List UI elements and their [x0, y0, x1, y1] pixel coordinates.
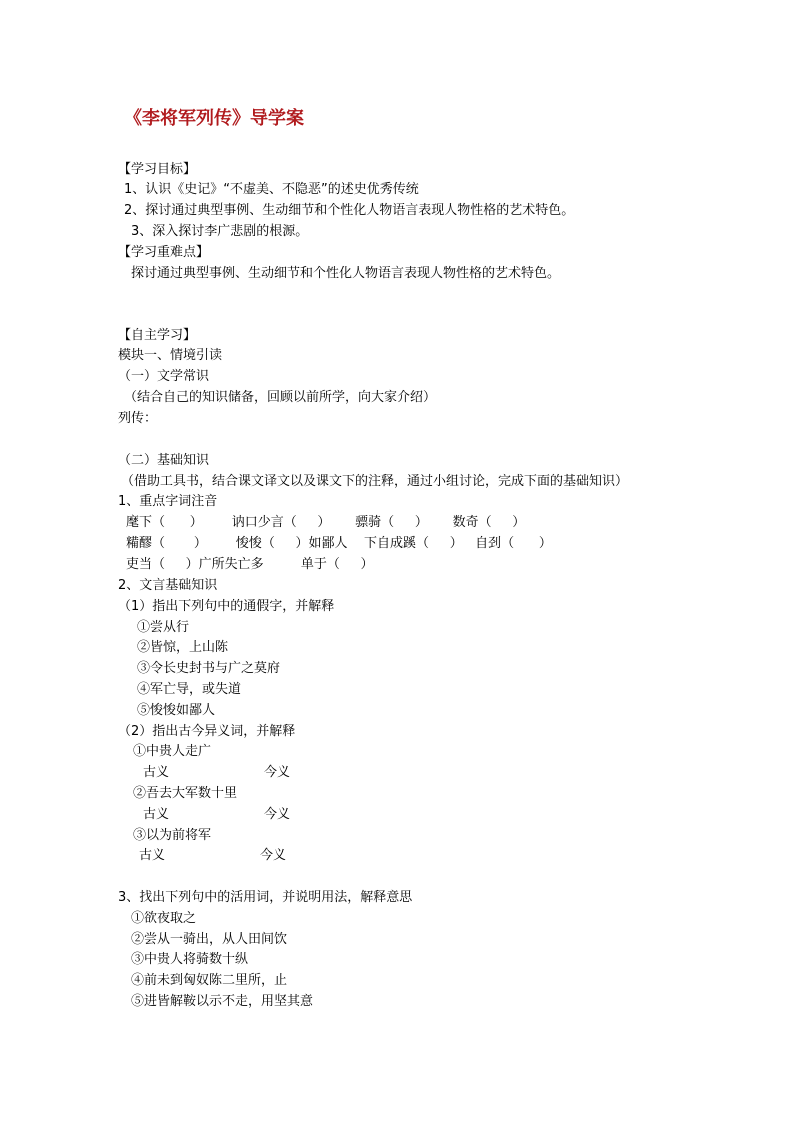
module-heading: 模块一、情境引读 — [118, 348, 223, 363]
meaning-labels: 古义 今义 — [143, 807, 291, 822]
pronunciation-row-1: 麾下（ ） 讷口少言（ ） 骠骑（ ） 数奇（ ） — [126, 515, 526, 530]
question-heading-gujin-yiyi: （2）指出古今异义词，并解释 — [118, 724, 296, 739]
question-sentence: ①尝从行 — [137, 620, 190, 635]
exercise-heading-pronunciation: 1、重点字词注音 — [118, 494, 218, 509]
question-sentence: ①中贵人走广 — [133, 744, 212, 759]
question-sentence: ③以为前将军 — [133, 828, 212, 843]
instruction-text: （结合自己的知识储备，回顾以前所学，向大家介绍） — [124, 390, 437, 405]
question-sentence: ②皆惊，上山陈 — [137, 640, 229, 655]
objective-item-2: 2、探讨通过典型事例、生动细节和个性化人物语言表现人物性格的艺术特色。 — [124, 203, 575, 218]
objective-item-3: 3、深入探讨李广悲剧的根源。 — [131, 224, 309, 239]
question-sentence: ③令长史封书与广之莫府 — [137, 661, 281, 676]
meaning-labels: 古义 今义 — [139, 848, 287, 863]
question-sentence: ④军亡导，或失道 — [137, 682, 242, 697]
exercise-heading-classical-chinese: 2、文言基础知识 — [118, 578, 218, 593]
question-sentence: ①欲夜取之 — [131, 911, 197, 926]
subsection-literary-knowledge: （一）文学常识 — [118, 369, 210, 384]
exercise-heading-word-usage: 3、找出下列句中的活用词，并说明用法，解释意思 — [118, 890, 413, 905]
instruction-text: （借助工具书，结合课文译文以及课文下的注释，通过小组讨论，完成下面的基础知识） — [121, 474, 629, 489]
objective-item-1: 1、认识《史记》“不虚美、不隐恶”的述史优秀传统 — [124, 182, 419, 197]
pronunciation-row-3: 吏当（ ）广所失亡多 单于（ ） — [126, 557, 374, 572]
question-sentence: ②吾去大军数十里 — [133, 786, 238, 801]
question-sentence: ⑤悛悛如鄙人 — [137, 703, 216, 718]
question-heading-tongjiazi: （1）指出下列句中的通假字，并解释 — [118, 599, 335, 614]
pronunciation-row-2: 糒醪（ ） 悛悛（ ）如鄙人 下自成蹊（ ） 自刭（ ） — [126, 536, 552, 551]
subsection-basic-knowledge: （二）基础知识 — [118, 453, 210, 468]
meaning-labels: 古义 今义 — [143, 765, 291, 780]
key-point-text: 探讨通过典型事例、生动细节和个性化人物语言表现人物性格的艺术特色。 — [131, 266, 561, 281]
section-heading-key-points: 【学习重难点】 — [118, 245, 210, 260]
question-sentence: ⑤进皆解鞍以示不走，用坚其意 — [131, 994, 314, 1009]
question-sentence: ③中贵人将骑数十纵 — [131, 952, 249, 967]
biography-label: 列传： — [118, 411, 158, 426]
section-heading-objectives: 【学习目标】 — [118, 162, 197, 177]
question-sentence: ②尝从一骑出，从人田间饮 — [131, 932, 288, 947]
question-sentence: ④前未到匈奴陈二里所，止 — [131, 973, 288, 988]
section-heading-self-study: 【自主学习】 — [118, 328, 197, 343]
page-title: 《李将军列传》导学案 — [124, 108, 304, 129]
